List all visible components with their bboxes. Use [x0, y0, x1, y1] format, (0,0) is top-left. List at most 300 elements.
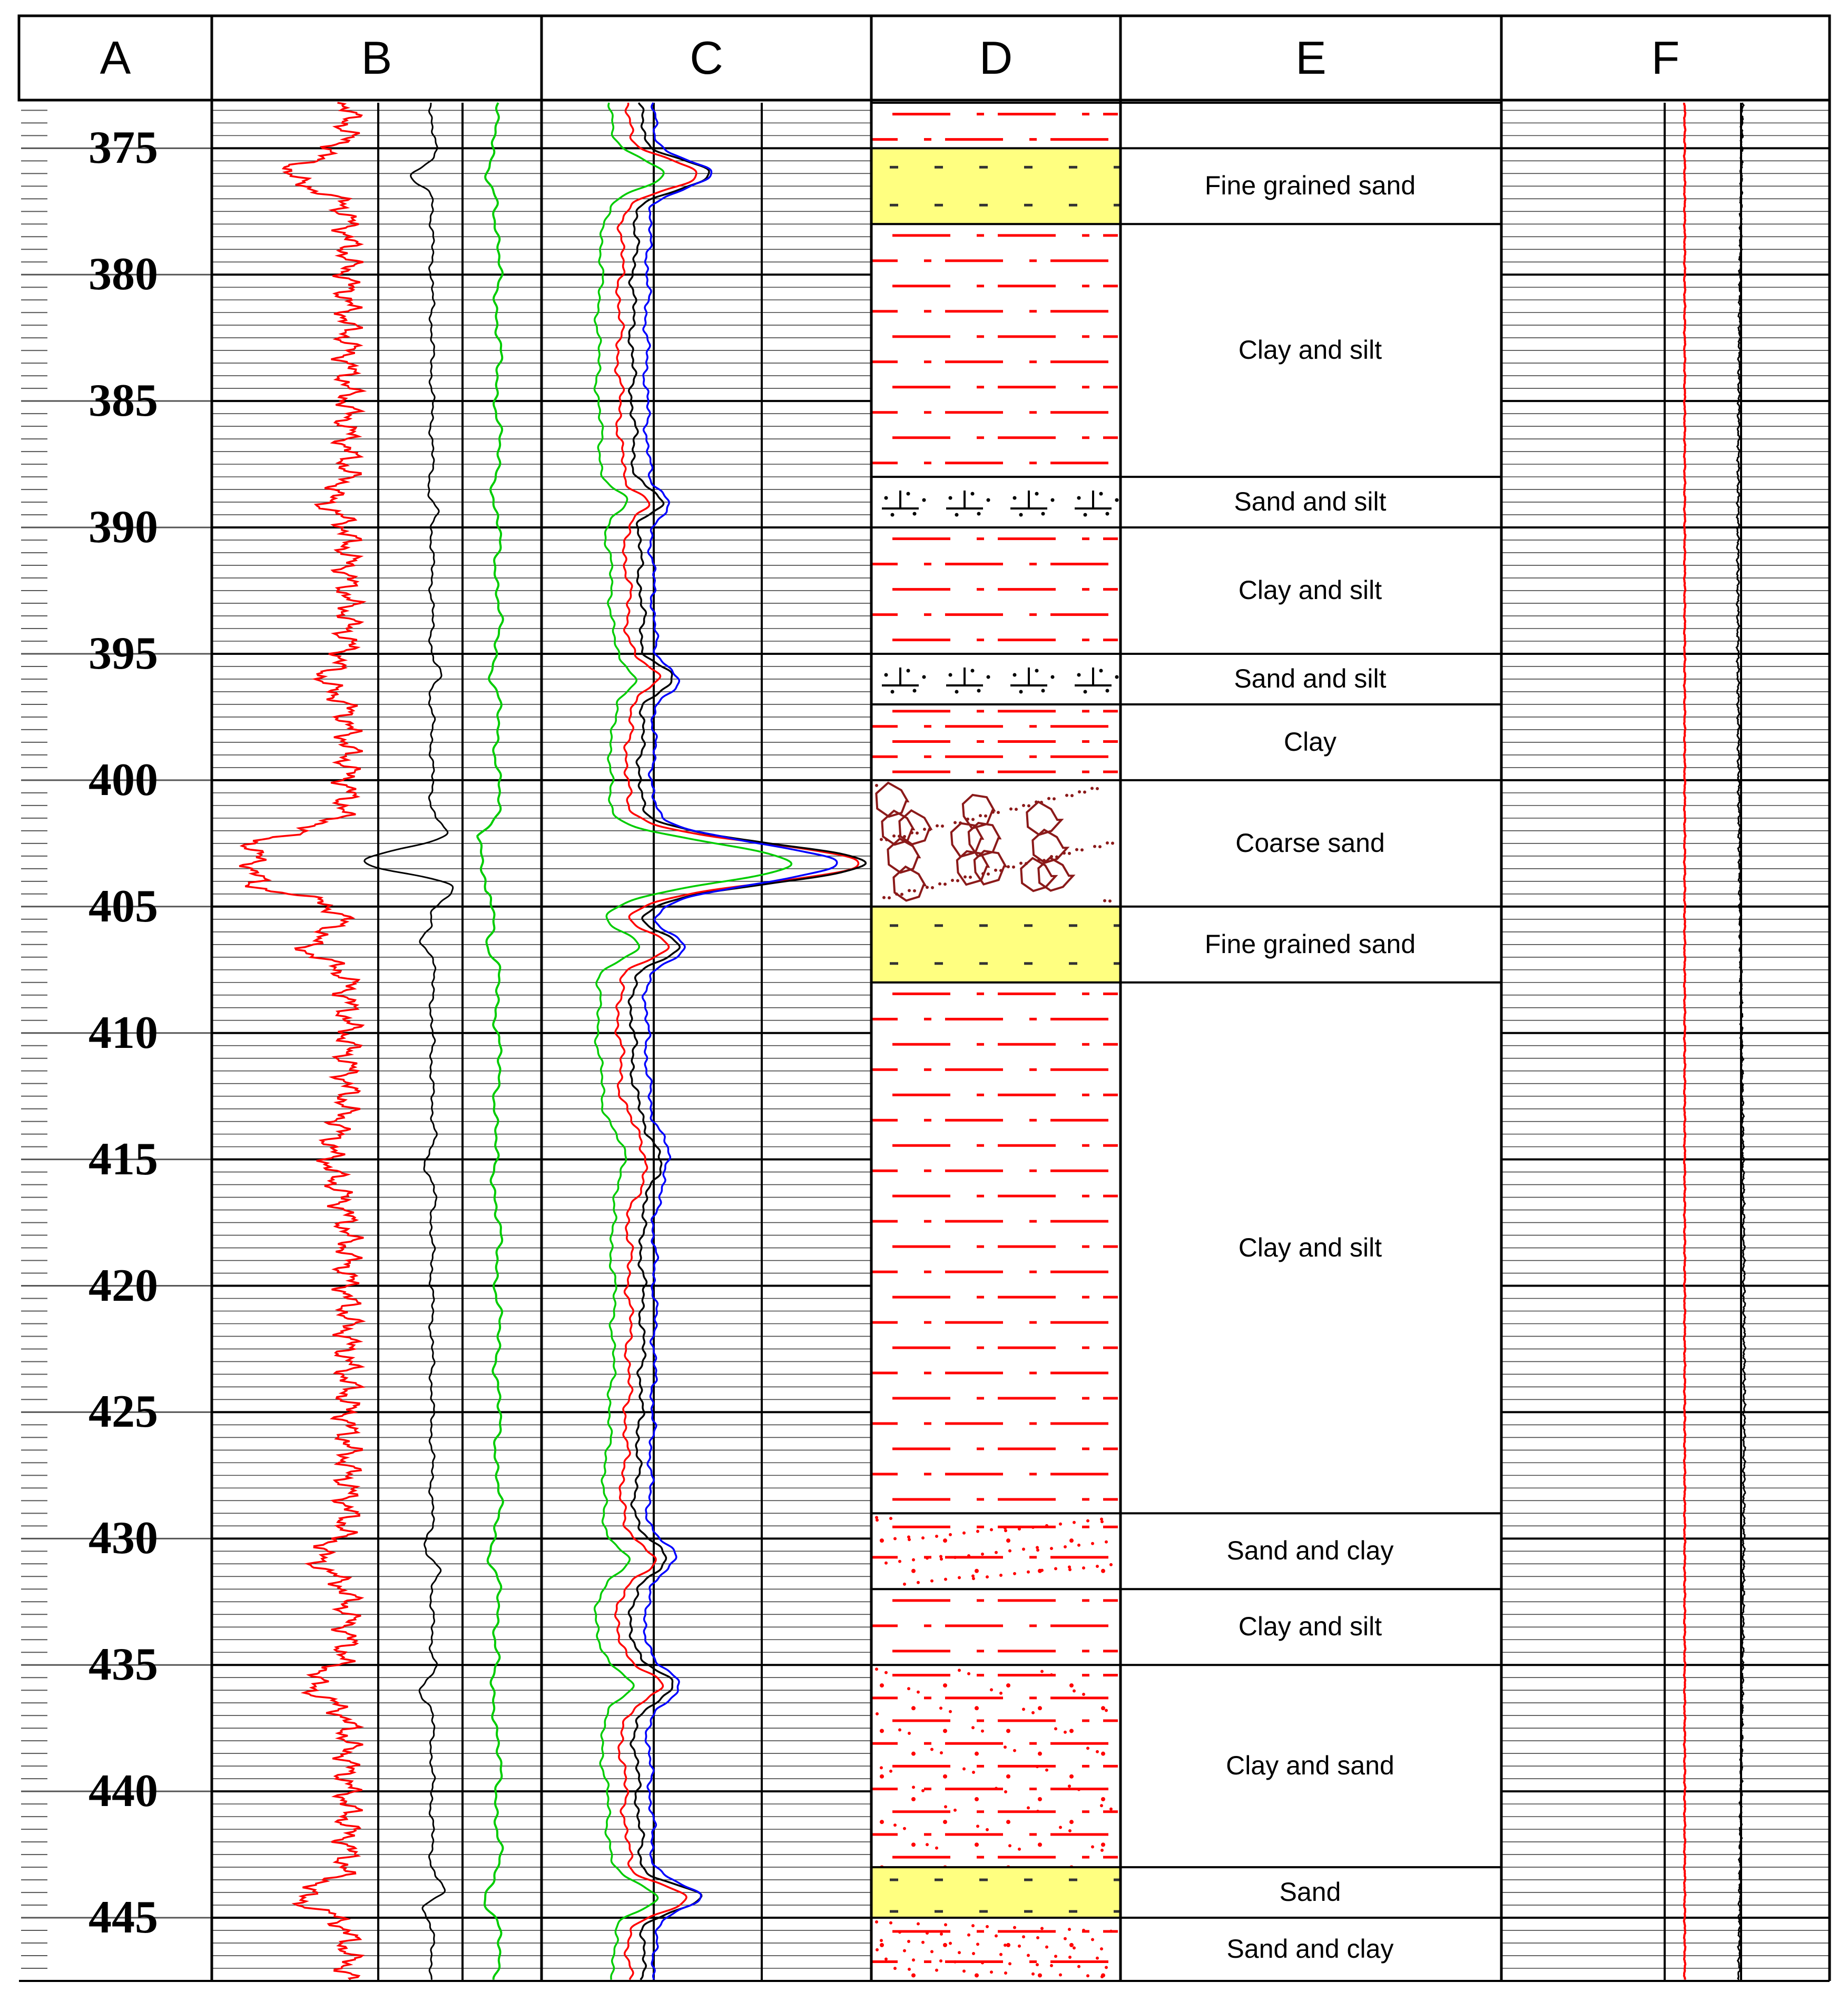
- depth-label: 420: [89, 1260, 158, 1311]
- grain-dot: [931, 886, 934, 889]
- sand-dot: [898, 1930, 901, 1934]
- sand-dot: [958, 1951, 961, 1954]
- lithology-description: Clay and silt: [1238, 575, 1382, 605]
- sand-dot: [943, 1683, 947, 1687]
- grain-dot: [1093, 845, 1096, 848]
- sand-dot: [977, 689, 981, 692]
- sand-dot: [943, 1943, 947, 1947]
- sand-dot: [1101, 1752, 1105, 1756]
- grain-dot: [956, 879, 959, 882]
- grain-dot: [997, 811, 1000, 814]
- lithology-description: Clay and silt: [1238, 1232, 1382, 1262]
- sand-dot: [880, 1766, 883, 1769]
- grain-dot: [943, 882, 947, 886]
- sand-dot: [903, 1827, 906, 1830]
- grain-dot: [892, 835, 896, 838]
- grain-dot: [1027, 804, 1030, 807]
- sand-dot: [987, 675, 990, 679]
- sand-dot: [1086, 1746, 1089, 1750]
- grain-dot: [936, 824, 939, 827]
- lithology-description: Clay and sand: [1226, 1751, 1394, 1781]
- sand-dot: [1106, 512, 1109, 516]
- sand-dot: [1084, 690, 1087, 693]
- grain-dot: [913, 889, 916, 892]
- sand-dot: [1082, 1929, 1085, 1932]
- lithology-description: Sand: [1279, 1877, 1341, 1907]
- lithology-unit-clay-silt: [871, 994, 1118, 1499]
- sand-dot: [944, 1578, 947, 1581]
- sand-dot: [975, 1842, 979, 1847]
- depth-label: 405: [89, 880, 158, 932]
- sand-dot: [1036, 1810, 1039, 1813]
- sand-dot: [949, 1533, 952, 1536]
- sand-dot: [1059, 1523, 1062, 1526]
- column-header-d: D: [979, 32, 1013, 84]
- sand-dot: [1050, 1964, 1053, 1967]
- lithology-unit-fine-sand: [871, 1867, 1122, 1918]
- sand-dot: [981, 1553, 984, 1556]
- sand-dot: [958, 1669, 961, 1672]
- grain-dot: [1063, 851, 1066, 855]
- sand-dot: [1036, 1548, 1039, 1552]
- sand-dot: [940, 1932, 943, 1936]
- sand-dot: [1101, 1569, 1105, 1573]
- sand-dot: [1022, 1548, 1025, 1551]
- sand-dot: [1004, 1971, 1007, 1975]
- sand-dot: [1077, 1788, 1080, 1791]
- sand-dot: [922, 675, 926, 679]
- lithology-description: Fine grained sand: [1204, 171, 1416, 201]
- lithology-description: Sand and clay: [1226, 1934, 1394, 1964]
- grain-dot: [979, 814, 982, 817]
- silt-symbol: [882, 668, 919, 685]
- sand-dot: [1004, 1790, 1007, 1793]
- sand-dot: [1077, 496, 1081, 500]
- sand-dot: [1109, 1563, 1113, 1566]
- sand-dot: [921, 1536, 925, 1539]
- grain-dot: [1098, 845, 1102, 848]
- sand-dot: [972, 1577, 975, 1580]
- grain-dot: [1037, 858, 1040, 861]
- sand-dot: [958, 1576, 961, 1579]
- sand-dot: [971, 1726, 975, 1729]
- lithology-unit-fine-sand: [871, 907, 1122, 983]
- silt-symbol: [1010, 668, 1047, 685]
- grain-dot: [1050, 855, 1053, 858]
- sand-dot: [954, 1556, 957, 1559]
- sand-dot: [1099, 669, 1103, 672]
- sand-dot: [1006, 1683, 1010, 1687]
- lithology-description: Coarse sand: [1235, 828, 1385, 858]
- sand-dot: [1082, 1693, 1085, 1696]
- sand-dot: [880, 1939, 883, 1942]
- sand-fill: [871, 148, 1120, 224]
- lithology-unit-clay-sand: [871, 1667, 1118, 1869]
- sand-dot: [1022, 1935, 1025, 1938]
- sand-dot: [1027, 1807, 1030, 1810]
- sand-dot: [1069, 1820, 1074, 1824]
- sand-dot: [943, 1538, 947, 1543]
- sand-dot: [1064, 1937, 1067, 1940]
- sand-dot: [944, 1805, 947, 1808]
- sand-dot: [1006, 1943, 1010, 1947]
- grain-dot: [903, 835, 906, 838]
- sand-dot: [880, 1820, 884, 1824]
- sand-dot: [875, 1667, 878, 1671]
- sand-dot: [891, 513, 894, 517]
- grain-dot: [880, 838, 883, 841]
- sand-dot: [1045, 1946, 1048, 1949]
- depth-label: 440: [89, 1765, 158, 1817]
- sand-dot: [913, 689, 917, 692]
- grain-dot: [900, 893, 903, 896]
- grain-dot: [1035, 800, 1038, 803]
- grain-dot: [966, 818, 969, 821]
- sand-dot: [1038, 1973, 1042, 1977]
- sand-dot: [944, 1923, 947, 1926]
- sand-dot: [939, 1706, 942, 1710]
- grain-dot: [910, 831, 913, 835]
- sand-dot: [971, 492, 975, 496]
- sand-dot: [1045, 1524, 1048, 1527]
- grain-dot: [969, 876, 972, 879]
- sand-dot: [884, 1671, 888, 1674]
- sand-dot: [1109, 1808, 1113, 1811]
- sand-dot: [917, 1581, 920, 1584]
- grain-dot: [1007, 865, 1010, 868]
- sand-dot: [999, 1574, 1002, 1577]
- sand-dot: [1006, 1820, 1010, 1824]
- sand-dot: [999, 1953, 1002, 1956]
- grain-dot: [1096, 787, 1099, 790]
- sand-dot: [1068, 1829, 1072, 1832]
- grain-dot: [1078, 790, 1081, 793]
- sand-dot: [1040, 1927, 1044, 1930]
- sand-dot: [943, 1729, 947, 1733]
- sand-dot: [962, 1969, 966, 1973]
- sand-dot: [880, 1683, 884, 1687]
- sand-dot: [1013, 496, 1017, 500]
- sand-dot: [911, 1797, 916, 1801]
- sand-dot: [908, 1968, 911, 1971]
- sand-dot: [1031, 1711, 1035, 1714]
- sand-dot: [1106, 689, 1109, 692]
- temperature-curve: [1684, 103, 1686, 1980]
- sand-fill: [871, 907, 1120, 983]
- lithology-description: Sand and clay: [1226, 1536, 1394, 1566]
- sand-dot: [913, 512, 917, 516]
- sand-dot: [1100, 1804, 1103, 1807]
- sand-dot: [1035, 669, 1039, 672]
- sand-dot: [1008, 1844, 1011, 1847]
- sand-dot: [1115, 675, 1119, 679]
- sand-dot: [986, 1828, 989, 1831]
- sand-dot: [1036, 1765, 1039, 1768]
- sand-dot: [949, 496, 952, 500]
- sand-dot: [884, 1562, 888, 1565]
- grain-dot: [1047, 797, 1050, 800]
- depth-label: 445: [89, 1892, 158, 1944]
- single-point-curve: [643, 103, 837, 1980]
- sand-dot: [1073, 1946, 1076, 1949]
- sand-dot: [1054, 1955, 1057, 1958]
- grain-dot: [984, 815, 987, 818]
- sand-dot: [1045, 1769, 1048, 1772]
- grain-dot: [1022, 804, 1025, 807]
- grain-dot: [898, 835, 901, 838]
- sand-dot: [976, 1530, 979, 1533]
- sand-dot: [1091, 1938, 1094, 1941]
- grain-dot: [999, 869, 1002, 872]
- sand-dot: [922, 498, 926, 502]
- grain-dot: [1075, 848, 1078, 851]
- sand-dot: [917, 1922, 920, 1926]
- sand-dot: [1086, 1974, 1089, 1977]
- sand-dot: [911, 1706, 916, 1710]
- depth-label: 425: [89, 1386, 158, 1438]
- grain-dot: [1108, 899, 1112, 902]
- grain-dot: [1080, 848, 1084, 851]
- sand-dot: [1069, 1729, 1074, 1733]
- sand-dot: [1013, 673, 1017, 676]
- sand-dot: [987, 498, 990, 502]
- sand-dot: [1077, 673, 1081, 676]
- sand-dot: [1105, 1966, 1108, 1969]
- sand-dot: [1068, 1928, 1071, 1931]
- silt-symbol: [1010, 490, 1047, 508]
- sand-dot: [1008, 1549, 1011, 1553]
- grain-dot: [1111, 842, 1114, 845]
- sand-dot: [1036, 1936, 1039, 1939]
- sand-dot: [1018, 1945, 1021, 1948]
- sand-dot: [884, 1958, 888, 1961]
- grain-dot: [923, 828, 926, 831]
- sand-dot: [1038, 1752, 1042, 1756]
- sand-dot: [1073, 1521, 1076, 1524]
- sand-dot: [876, 1712, 879, 1715]
- sand-dot: [912, 1785, 915, 1789]
- sand-dot: [940, 1557, 943, 1561]
- sand-dot: [1099, 492, 1103, 496]
- sand-dot: [1054, 1567, 1057, 1571]
- sand-dot: [1038, 1706, 1042, 1710]
- sand-dot: [876, 1948, 879, 1951]
- sand-dot: [1109, 1930, 1113, 1933]
- sand-dot: [893, 1967, 897, 1970]
- silt-symbol: [946, 490, 983, 508]
- sand-dot: [1006, 1729, 1010, 1733]
- grain-dot: [1040, 801, 1043, 804]
- sp-curve: [477, 103, 503, 1980]
- sand-dot: [954, 1960, 957, 1964]
- sand-dot: [1036, 1963, 1039, 1966]
- pebble: [975, 851, 1006, 884]
- depth-label: 410: [89, 1007, 158, 1058]
- long-normal-curve: [615, 103, 858, 1980]
- sand-dot: [1059, 1826, 1062, 1829]
- sand-dot: [999, 1692, 1002, 1695]
- column-header-f: F: [1651, 32, 1680, 84]
- sand-dot: [949, 1942, 952, 1945]
- depth-label: 375: [89, 122, 158, 174]
- grain-dot: [987, 872, 990, 876]
- sand-dot: [1013, 1572, 1016, 1575]
- depth-label: 415: [89, 1133, 158, 1185]
- column-header-b: B: [361, 32, 392, 84]
- sand-dot: [908, 1732, 911, 1735]
- silt-symbol: [1075, 490, 1112, 508]
- sand-dot: [908, 1538, 911, 1541]
- sand-dot: [975, 1569, 979, 1573]
- lithology-unit-clay-silt: [871, 539, 1118, 640]
- grain-dot: [1025, 862, 1028, 865]
- sand-dot: [1050, 1673, 1053, 1676]
- grain-dot: [941, 825, 944, 828]
- sand-dot: [1064, 1545, 1067, 1548]
- sand-dot: [972, 1771, 975, 1774]
- sand-dot: [1068, 1956, 1072, 1959]
- sand-dot: [930, 1579, 933, 1583]
- grain-dot: [895, 892, 898, 896]
- sand-dot: [1069, 1683, 1074, 1687]
- depth-label: 390: [89, 502, 158, 553]
- grain-dot: [926, 886, 929, 889]
- sand-dot: [1013, 1749, 1016, 1752]
- lithology-unit-sand-silt: [882, 668, 1119, 694]
- sand-dot: [967, 1554, 970, 1557]
- sand-dot: [935, 1847, 938, 1850]
- sand-dot: [1105, 1540, 1108, 1544]
- sand-dot: [1013, 1926, 1016, 1929]
- grain-dot: [1015, 808, 1018, 811]
- sand-dot: [876, 1518, 879, 1522]
- sand-dot: [930, 1950, 933, 1953]
- sand-dot: [1038, 1797, 1042, 1801]
- sand-dot: [949, 1710, 952, 1713]
- sand-dot: [1027, 1571, 1030, 1574]
- sand-dot: [1068, 1784, 1071, 1788]
- sand-dot: [986, 1575, 989, 1578]
- sand-dot: [995, 1934, 998, 1937]
- depth-label: 430: [89, 1513, 158, 1564]
- sand-dot: [1077, 1544, 1080, 1547]
- sand-dot: [971, 1924, 975, 1927]
- sand-dot: [898, 1560, 901, 1563]
- sand-dot: [1035, 492, 1039, 496]
- grain-dot: [964, 875, 967, 878]
- sand-dot: [880, 1943, 884, 1947]
- sand-dot: [1069, 1943, 1074, 1947]
- grain-dot: [991, 811, 995, 814]
- sand-dot: [1008, 1962, 1011, 1965]
- grain-dot: [1065, 794, 1068, 797]
- sand-dot: [907, 1687, 910, 1690]
- sand-dot: [1041, 689, 1045, 692]
- grain-dot: [888, 896, 891, 899]
- sand-dot: [1051, 675, 1055, 679]
- sand-dot: [1050, 1547, 1053, 1550]
- lithology-description: Fine grained sand: [1204, 929, 1416, 959]
- sand-dot: [921, 1941, 925, 1944]
- sand-dot: [1068, 1568, 1072, 1571]
- sand-dot: [903, 1583, 906, 1586]
- lithology-unit-clay-silt: [871, 114, 1118, 140]
- sand-dot: [1073, 1690, 1076, 1693]
- sand-dot: [926, 1556, 929, 1559]
- sand-dot: [975, 1706, 979, 1710]
- lithology-description: Sand and silt: [1234, 663, 1387, 693]
- sand-dot: [955, 513, 959, 517]
- sand-dot: [926, 1843, 929, 1846]
- sand-dot: [1018, 1527, 1021, 1530]
- grain-dot: [971, 818, 975, 821]
- sand-dot: [1019, 513, 1023, 517]
- lithology-unit-clay: [871, 711, 1118, 772]
- sand-dot: [976, 1942, 979, 1946]
- depth-label: 380: [89, 249, 158, 300]
- grain-dot: [1055, 855, 1058, 858]
- sand-dot: [1004, 1529, 1007, 1532]
- sand-dot: [1040, 1670, 1044, 1673]
- lithology-unit-sand-clay: [871, 1920, 1118, 1978]
- depth-label: 400: [89, 754, 158, 806]
- sand-fill: [871, 1867, 1120, 1918]
- column-header-a: A: [100, 32, 131, 84]
- sand-dot: [1084, 513, 1087, 517]
- sand-dot: [912, 1958, 915, 1961]
- sand-dot: [911, 1752, 916, 1756]
- sand-dot: [954, 1809, 957, 1812]
- sand-dot: [880, 1539, 883, 1542]
- sand-dot: [1101, 1797, 1105, 1801]
- sand-dot: [977, 512, 981, 516]
- sand-dot: [1019, 690, 1023, 693]
- sand-dot: [898, 1729, 901, 1732]
- sand-dot: [967, 1672, 970, 1675]
- pebble: [899, 810, 931, 844]
- grain-dot: [882, 896, 886, 899]
- sand-dot: [1054, 1727, 1057, 1730]
- sand-dot: [1069, 1538, 1074, 1543]
- sand-dot: [990, 1528, 993, 1532]
- lithology-unit-sand-clay: [871, 1516, 1118, 1586]
- sand-dot: [889, 1517, 892, 1520]
- sand-dot: [940, 1751, 943, 1754]
- grain-dot: [928, 828, 931, 831]
- sand-dot: [875, 1920, 878, 1924]
- silt-symbol: [882, 490, 919, 508]
- lithology-description: Clay and silt: [1238, 335, 1382, 365]
- sand-dot: [1069, 1774, 1074, 1779]
- sand-dot: [1100, 1975, 1104, 1978]
- grain-dot: [1090, 787, 1094, 790]
- sand-dot: [884, 496, 888, 500]
- sand-dot: [1077, 1965, 1080, 1968]
- sand-dot: [1101, 1706, 1105, 1710]
- grain-dot: [1043, 859, 1046, 862]
- sand-dot: [1022, 1708, 1025, 1711]
- sand-dot: [962, 1768, 966, 1771]
- lithology-column: [871, 103, 1501, 1978]
- depth-label: 395: [89, 627, 158, 679]
- sand-dot: [975, 1752, 979, 1756]
- sand-dot: [1064, 1731, 1067, 1734]
- sand-dot: [986, 1925, 989, 1928]
- sand-dot: [889, 1770, 892, 1773]
- sand-dot: [1101, 1842, 1105, 1847]
- sand-dot: [1059, 1973, 1062, 1976]
- sand-dot: [1105, 1709, 1108, 1712]
